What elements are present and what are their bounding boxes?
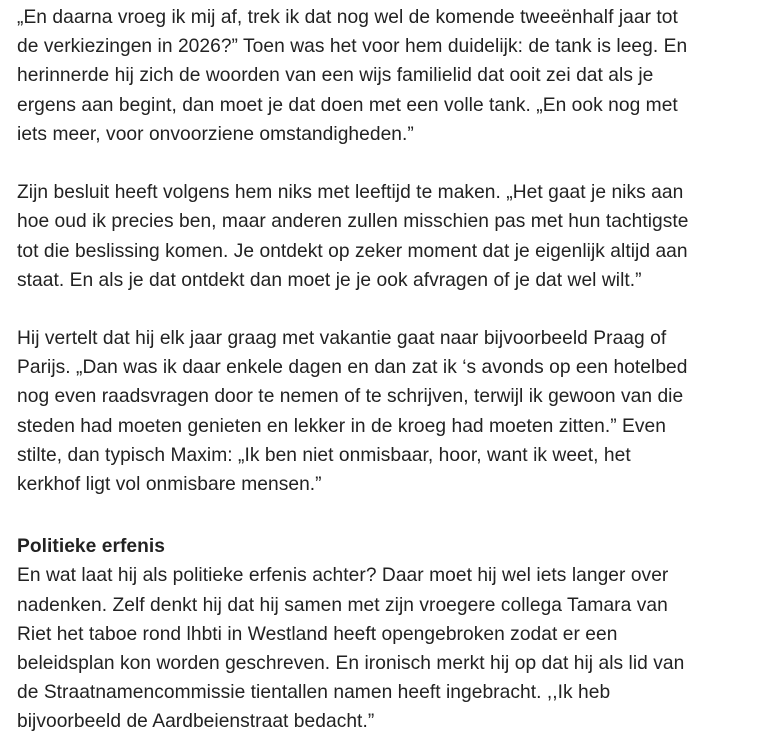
paragraph-line: Hij vertelt dat hij elk jaar graag met vakantie gaat naar bijvoorbeeld Praag of	[17, 328, 667, 350]
paragraph-1	[17, 3, 752, 149]
paragraph-line: steden had moeten genieten en lekker in de kroeg had moeten zitten.” Even	[17, 415, 666, 437]
article-body	[17, 0, 752, 737]
paragraph-line: Riet het taboe rond lhbti in Westland heeft opengebroken zodat er een	[17, 623, 618, 645]
paragraph-line: tot die beslissing komen. Je ontdekt op zeker moment dat je eigenlijk altijd aan	[17, 240, 688, 262]
paragraph-line: staat. En als je dat ontdekt dan moet je je ook afvragen of je dat wel wilt.”	[17, 269, 642, 291]
paragraph-line: herinnerde hij zich de woorden van een wijs familielid dat ooit zei dat als je	[17, 65, 654, 87]
paragraph-line: stilte, dan typisch Maxim: „Ik ben niet onmisbaar, hoor, want ik weet, het	[17, 444, 631, 466]
section-spacer	[17, 499, 752, 532]
paragraph-spacer	[17, 149, 752, 178]
paragraph-line: kerkhof ligt vol onmisbare mensen.”	[17, 474, 322, 495]
paragraph-line: bijvoorbeeld de Aardbeienstraat bedacht.”	[17, 711, 375, 733]
paragraph-4	[17, 561, 752, 736]
paragraph-line: de verkiezingen in 2026?” Toen was het voor hem duidelijk: de tank is leeg. En	[17, 36, 688, 58]
paragraph-spacer	[17, 295, 752, 324]
paragraph-line: Zijn besluit heeft volgens hem niks met leeftijd te maken. „Het gaat je niks aan	[17, 182, 684, 204]
paragraph-line: beleidsplan kon worden geschreven. En ironisch merkt hij op dat hij als lid van	[17, 652, 685, 674]
paragraph-line: ergens aan begint, dan moet je dat doen met een volle tank. „En ook nog met	[17, 94, 678, 116]
paragraph-line: „En daarna vroeg ik mij af, trek ik dat nog wel de komende tweeënhalf jaar tot	[17, 7, 678, 28]
paragraph-line: de Straatnamencommissie tientallen namen heeft ingebracht. ,,Ik heb	[17, 682, 611, 704]
paragraph-2	[17, 178, 752, 295]
paragraph-line: nog even raadsvragen door te nemen of te schrijven, terwijl ik gewoon van die	[17, 386, 684, 408]
paragraph-line: En wat laat hij als politieke erfenis achter? Daar moet hij wel iets langer over	[17, 565, 669, 587]
paragraph-line: nadenken. Zelf denkt hij dat hij samen met zijn vroegere collega Tamara van	[17, 594, 668, 616]
paragraph-3	[17, 324, 752, 499]
section-heading: Politieke erfenis	[17, 536, 166, 558]
paragraph-line: Parijs. „Dan was ik daar enkele dagen en dan zat ik ‘s avonds op een hotelbed	[17, 357, 688, 379]
paragraph-line: hoe oud ik precies ben, maar anderen zullen misschien pas met hun tachtigste	[17, 211, 689, 233]
paragraph-line: iets meer, voor onvoorziene omstandigheden.”	[17, 123, 414, 145]
